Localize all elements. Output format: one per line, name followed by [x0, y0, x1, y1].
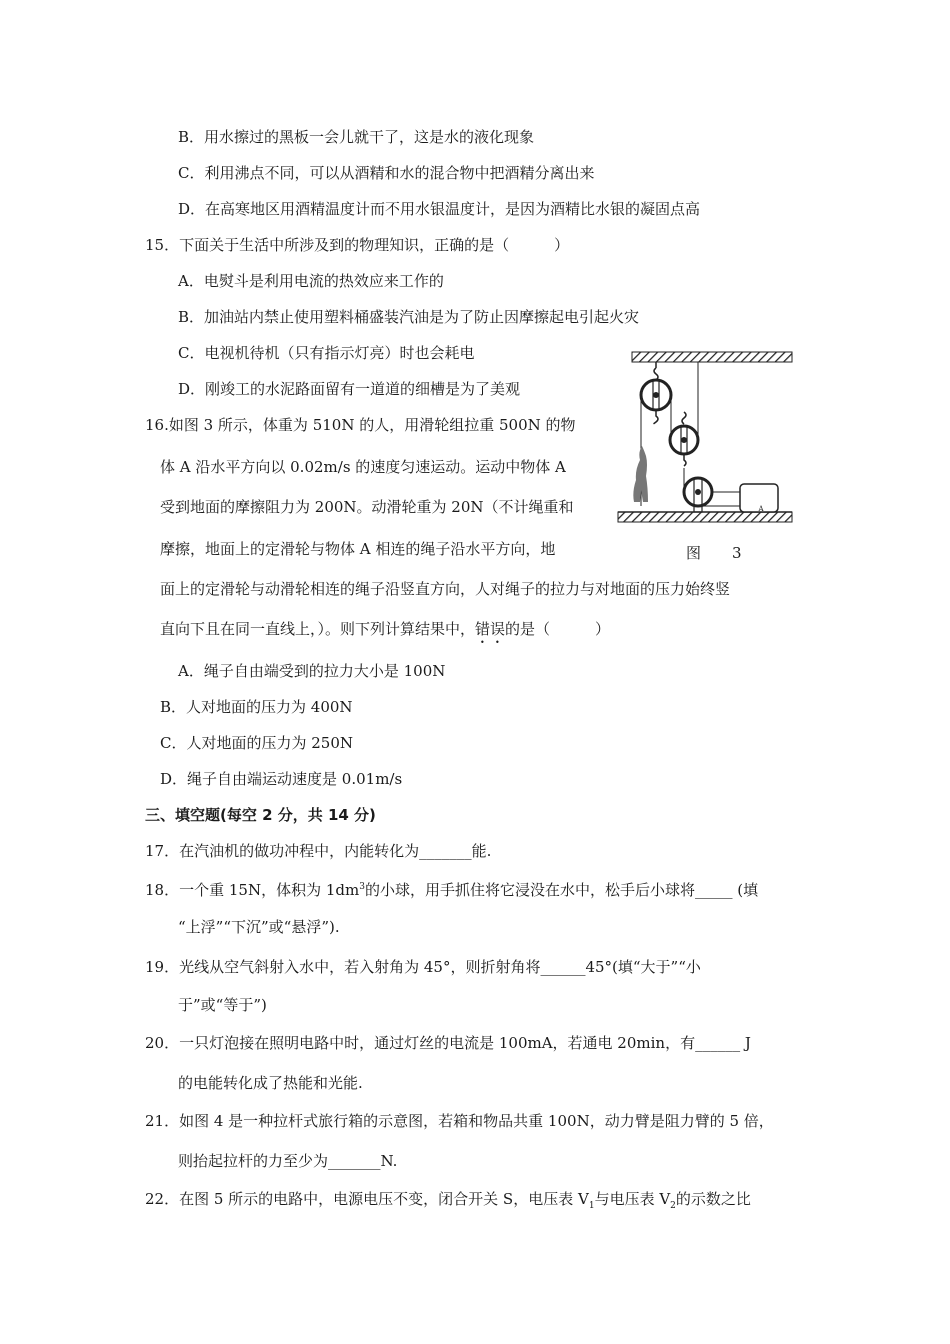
q14-option-d: D．在高寒地区用酒精温度计而不用水银温度计，是因为酒精比水银的凝固点高 [178, 200, 701, 218]
q16-option-b: B．人对地面的压力为 400N [160, 698, 353, 716]
q15-option-d: D．刚竣工的水泥路面留有一道道的细槽是为了美观 [178, 380, 521, 398]
q22-part-b: 与电压表 V [594, 1190, 671, 1208]
q15-option-b: B．加油站内禁止使用塑料桶盛装汽油是为了防止因摩擦起电引起火灾 [178, 308, 640, 326]
section-3-title: 三、填空题(每空 2 分，共 14 分) [145, 806, 376, 824]
q16-line-6-end: 的是（ ） [505, 620, 611, 638]
q21-line-2: 则抬起拉杆的力至少为_______N. [178, 1152, 398, 1170]
q16-option-c: C．人对地面的压力为 250N [160, 734, 354, 752]
q22-part-c: 的示数之比 [675, 1190, 751, 1208]
q18-line-1-start: 18．一个重 15N，体积为 1dm [145, 881, 360, 899]
block-a-label: A [758, 505, 764, 513]
q22-subscript-2: 2 [670, 1201, 676, 1211]
q20-line-2: 的电能转化成了热能和光能. [178, 1074, 363, 1092]
q16-line-4: 摩擦，地面上的定滑轮与物体 A 相连的绳子沿水平方向，地 [160, 540, 556, 558]
q22-part-a: 22．在图 5 所示的电路中，电源电压不变，闭合开关 S，电压表 V [145, 1190, 589, 1208]
q19-line-1: 19．光线从空气斜射入水中，若入射角为 45°，则折射角将______45°(填“大于”“小 [145, 958, 701, 976]
person-silhouette [633, 446, 648, 502]
q16-line-1: 16.如图 3 所示，体重为 510N 的人，用滑轮组拉重 500N 的物 [145, 416, 576, 434]
q16-line-2: 体 A 沿水平方向以 0.02m/s 的速度匀速运动。运动中物体 A [160, 458, 566, 476]
q14-option-b: B．用水擦过的黑板一会儿就干了，这是水的液化现象 [178, 128, 535, 146]
q18-line-2: “上浮”“下沉”或“悬浮”). [178, 918, 340, 936]
figure-3-caption: 图 3 [686, 544, 750, 562]
q22-line-1 [145, 1188, 751, 1217]
ground [618, 512, 792, 522]
q21-line-1: 21．如图 4 是一种拉杆式旅行箱的示意图，若箱和物品共重 100N，动力臂是阻力臂的 5 倍， [145, 1112, 774, 1130]
q15-stem: 15．下面关于生活中所涉及到的物理知识，正确的是（ ） [145, 236, 570, 254]
q16-option-d: D．绳子自由端运动速度是 0.01m/s [160, 770, 403, 788]
q16-line-6 [160, 618, 610, 647]
q16-line-3: 受到地面的摩擦阻力为 200N。动滑轮重为 20N（不计绳重和 [160, 498, 574, 516]
q16-line-5: 面上的定滑轮与动滑轮相连的绳子沿竖直方向，人对绳子的拉力与对地面的压力始终竖 [160, 580, 731, 598]
q18-line-1-end: 的小球，用手抓住将它浸没在水中，松手后小球将_____ (填 [364, 881, 759, 899]
q16-option-a: A．绳子自由端受到的拉力大小是 100N [178, 662, 446, 680]
q15-option-c: C．电视机待机（只有指示灯亮）时也会耗电 [178, 344, 475, 362]
q17-text: 17．在汽油机的做功冲程中，内能转化为_______能. [145, 842, 492, 860]
q20-line-1: 20．一只灯泡接在照明电路中时，通过灯丝的电流是 100mA，若通电 20min，有______ J [145, 1034, 751, 1052]
q14-option-c: C．利用沸点不同，可以从酒精和水的混合物中把酒精分离出来 [178, 164, 595, 182]
ceiling [632, 352, 792, 362]
q16-line-6-start: 直向下且在同一直线上，）。则下列计算结果中， [160, 620, 476, 638]
q15-option-a: A．电熨斗是利用电流的热效应来工作的 [178, 272, 444, 290]
q18-superscript: 3 [359, 882, 365, 892]
pulley-system-figure [612, 346, 798, 568]
q22-subscript-1: 1 [588, 1201, 595, 1211]
q19-line-2: 于”或“等于”) [178, 996, 267, 1014]
q16-emphasis-word: 错误 [475, 620, 506, 638]
q18-line-1 [145, 876, 758, 901]
